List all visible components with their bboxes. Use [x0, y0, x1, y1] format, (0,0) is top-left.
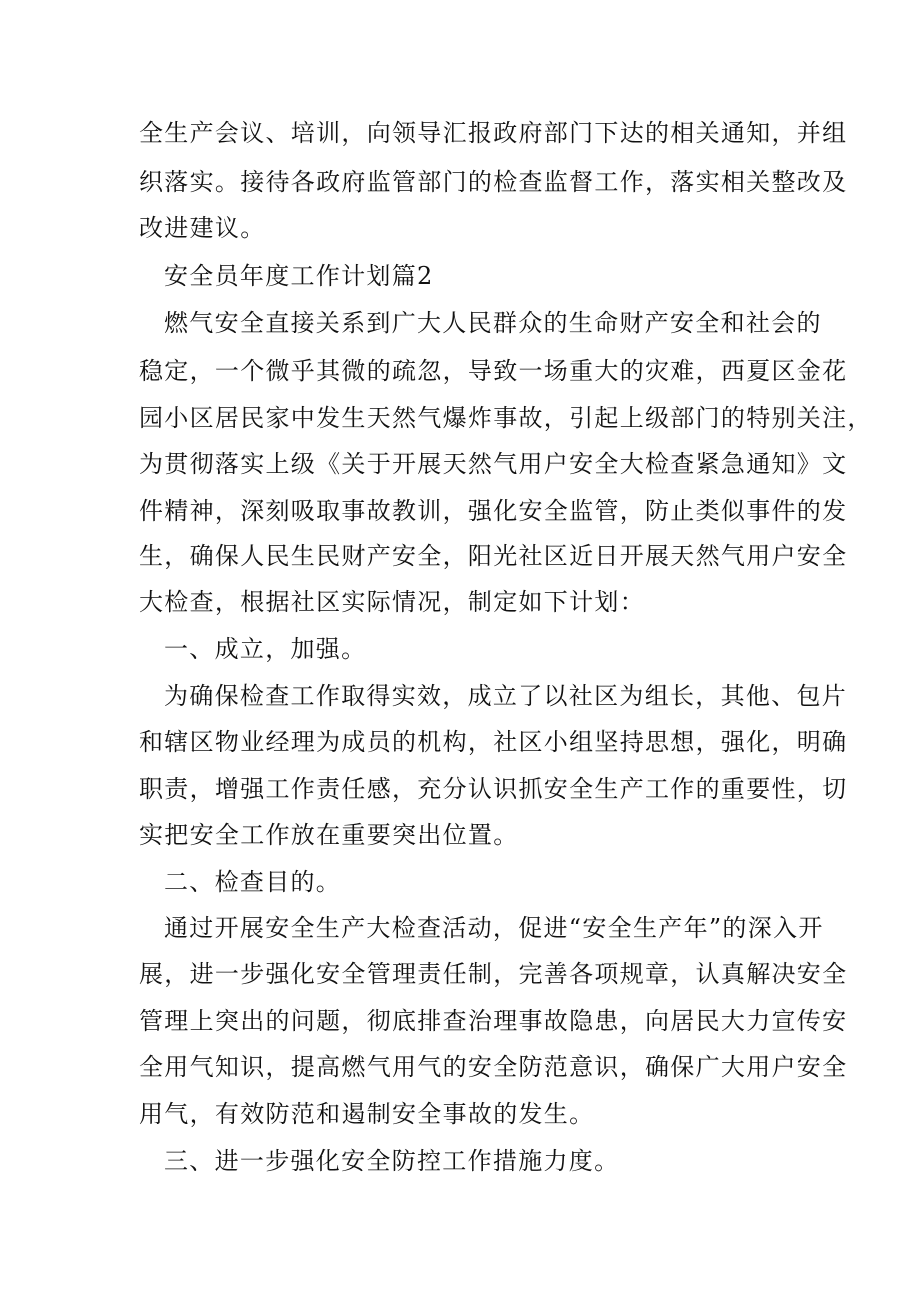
section-heading: 二、检查目的。 [164, 868, 342, 896]
text-line: 生，确保人民生民财产安全，阳光社区近日开展天然气用户安全 [139, 542, 848, 570]
text-line: 实把安全工作放在重要突出位置。 [139, 821, 519, 849]
text-line: 通过开展安全生产大检查活动，促进“安全生产年”的深入开 [164, 914, 824, 942]
text-line: 用气，有效防范和遏制安全事故的发生。 [139, 1100, 595, 1128]
text-line: 职责，增强工作责任感，充分认识抓安全生产工作的重要性，切 [139, 775, 848, 803]
section-heading: 三、进一步强化安全防控工作措施力度。 [164, 1147, 620, 1175]
text-line: 园小区居民家中发生天然气爆炸事故，引起上级部门的特别关注， [139, 404, 873, 432]
text-line: 燃气安全直接关系到广大人民群众的生命财产安全和社会的 [164, 309, 822, 337]
text-line: 稳定，一个微乎其微的疏忽，导致一场重大的灾难，西夏区金花 [139, 357, 848, 385]
section-heading: 安全员年度工作计划篇2 [164, 262, 434, 290]
text-line: 全用气知识，提高燃气用气的安全防范意识，确保广大用户安全 [139, 1053, 848, 1081]
text-line: 大检查，根据社区实际情况，制定如下计划： [139, 588, 645, 616]
text-line: 为贯彻落实上级《关于开展天然气用户安全大检查紧急通知》文 [139, 450, 848, 478]
section-heading: 一、成立，加强。 [164, 635, 367, 663]
text-line: 改进建议。 [139, 214, 266, 242]
text-line: 展，进一步强化安全管理责任制，完善各项规章，认真解决安全 [139, 960, 848, 988]
text-line: 管理上突出的问题，彻底排查治理事故隐患，向居民大力宣传安 [139, 1007, 848, 1035]
text-line: 和辖区物业经理为成员的机构，社区小组坚持思想，强化，明确 [139, 728, 848, 756]
text-line: 为确保检查工作取得实效，成立了以社区为组长，其他、包片 [164, 682, 848, 710]
text-line: 件精神，深刻吸取事故教训，强化安全监管，防止类似事件的发 [139, 497, 848, 525]
text-line: 织落实。接待各政府监管部门的检查监督工作，落实相关整改及 [139, 168, 848, 196]
text-line: 全生产会议、培训，向领导汇报政府部门下达的相关通知，并组 [139, 119, 848, 147]
